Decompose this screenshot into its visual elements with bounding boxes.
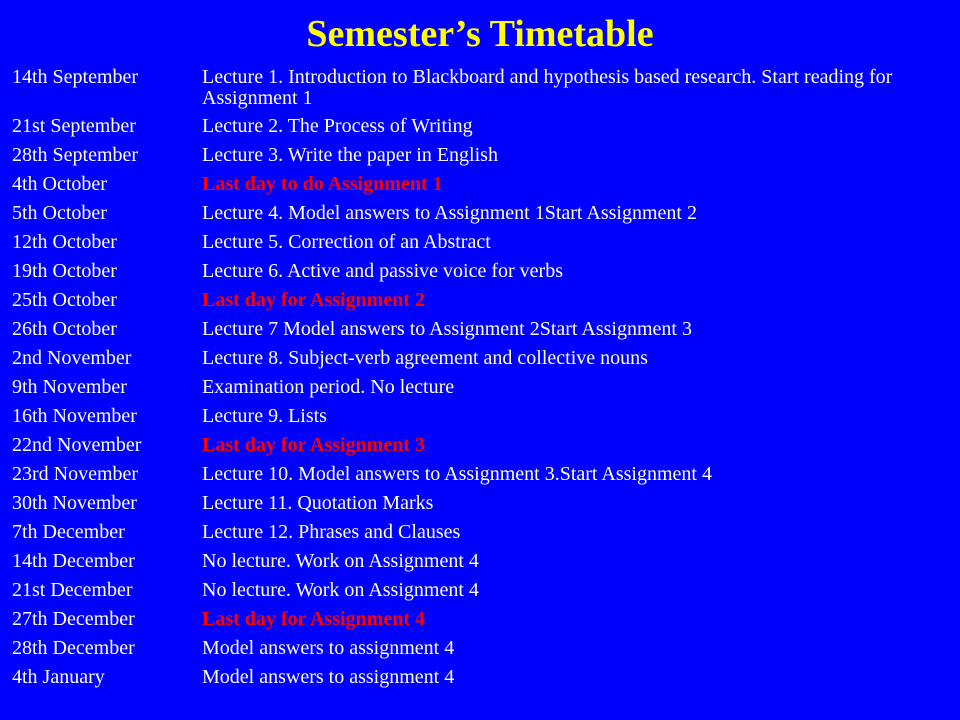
row-date: 21st December [12,579,133,601]
row-date: 12th October [12,231,117,253]
row-description: Lecture 1. Introduction to Blackboard and hypothesis based research. Start reading for Assignment 1 [202,66,893,109]
timetable-row [12,261,952,282]
timetable-row [12,174,952,195]
timetable-row [12,435,952,456]
row-description: Model answers to assignment 4 [202,637,455,659]
row-date: 16th November [12,405,137,427]
row-date: 28th September [12,144,139,166]
timetable-row [12,348,952,369]
deadline-description: Last day for Assignment 2 [202,289,425,311]
timetable-row [12,522,952,543]
timetable-row [12,493,952,514]
row-date: 9th November [12,376,127,398]
timetable-row [12,377,952,398]
row-date: 25th October [12,289,117,311]
timetable-row [12,551,952,572]
row-date: 27th December [12,608,135,630]
timetable-row [12,609,952,630]
row-description: Model answers to assignment 4 [202,666,455,688]
row-date: 14th December [12,550,135,572]
row-description: Lecture 5. Correction of an Abstract [202,231,491,253]
row-description: Lecture 6. Active and passive voice for verbs [202,260,563,282]
page-title: Semester’s Timetable [306,13,654,55]
timetable-row [12,406,952,427]
row-description: Lecture 12. Phrases and Clauses [202,521,461,543]
timetable-row [12,319,952,340]
row-date: 4th January [12,666,105,688]
row-description: Lecture 10. Model answers to Assignment 3.Start Assignment 4 [202,463,712,485]
timetable-row [12,145,952,166]
timetable-row [12,667,952,688]
timetable-row [12,232,952,253]
row-description: Lecture 7 Model answers to Assignment 2Start Assignment 3 [202,318,692,340]
row-description: Examination period. No lecture [202,376,455,398]
row-description: Lecture 4. Model answers to Assignment 1Start Assignment 2 [202,202,697,224]
row-description: Lecture 2. The Process of Writing [202,115,473,137]
row-date: 28th December [12,637,135,659]
row-date: 23rd November [12,463,139,485]
row-date: 7th December [12,521,125,543]
timetable-row [12,464,952,485]
row-description: No lecture. Work on Assignment 4 [202,550,479,572]
timetable-row [12,67,952,109]
row-description: No lecture. Work on Assignment 4 [202,579,479,601]
row-date: 2nd November [12,347,132,369]
row-description: Lecture 11. Quotation Marks [202,492,434,514]
deadline-description: Last day for Assignment 3 [202,434,425,456]
timetable-row [12,290,952,311]
deadline-description: Last day to do Assignment 1 [202,173,443,195]
timetable-row [12,638,952,659]
row-date: 21st September [12,115,136,137]
row-description: Lecture 9. Lists [202,405,327,427]
row-description: Lecture 3. Write the paper in English [202,144,498,166]
row-date: 30th November [12,492,137,514]
timetable-row [12,203,952,224]
timetable [12,67,952,696]
deadline-description: Last day for Assignment 4 [202,608,425,630]
row-date: 5th October [12,202,107,224]
timetable-row [12,580,952,601]
timetable-row [12,116,952,137]
row-date: 26th October [12,318,117,340]
row-date: 4th October [12,173,107,195]
row-description: Lecture 8. Subject-verb agreement and collective nouns [202,347,648,369]
row-date: 22nd November [12,434,142,456]
row-date: 19th October [12,260,117,282]
row-date: 14th September [12,66,139,88]
